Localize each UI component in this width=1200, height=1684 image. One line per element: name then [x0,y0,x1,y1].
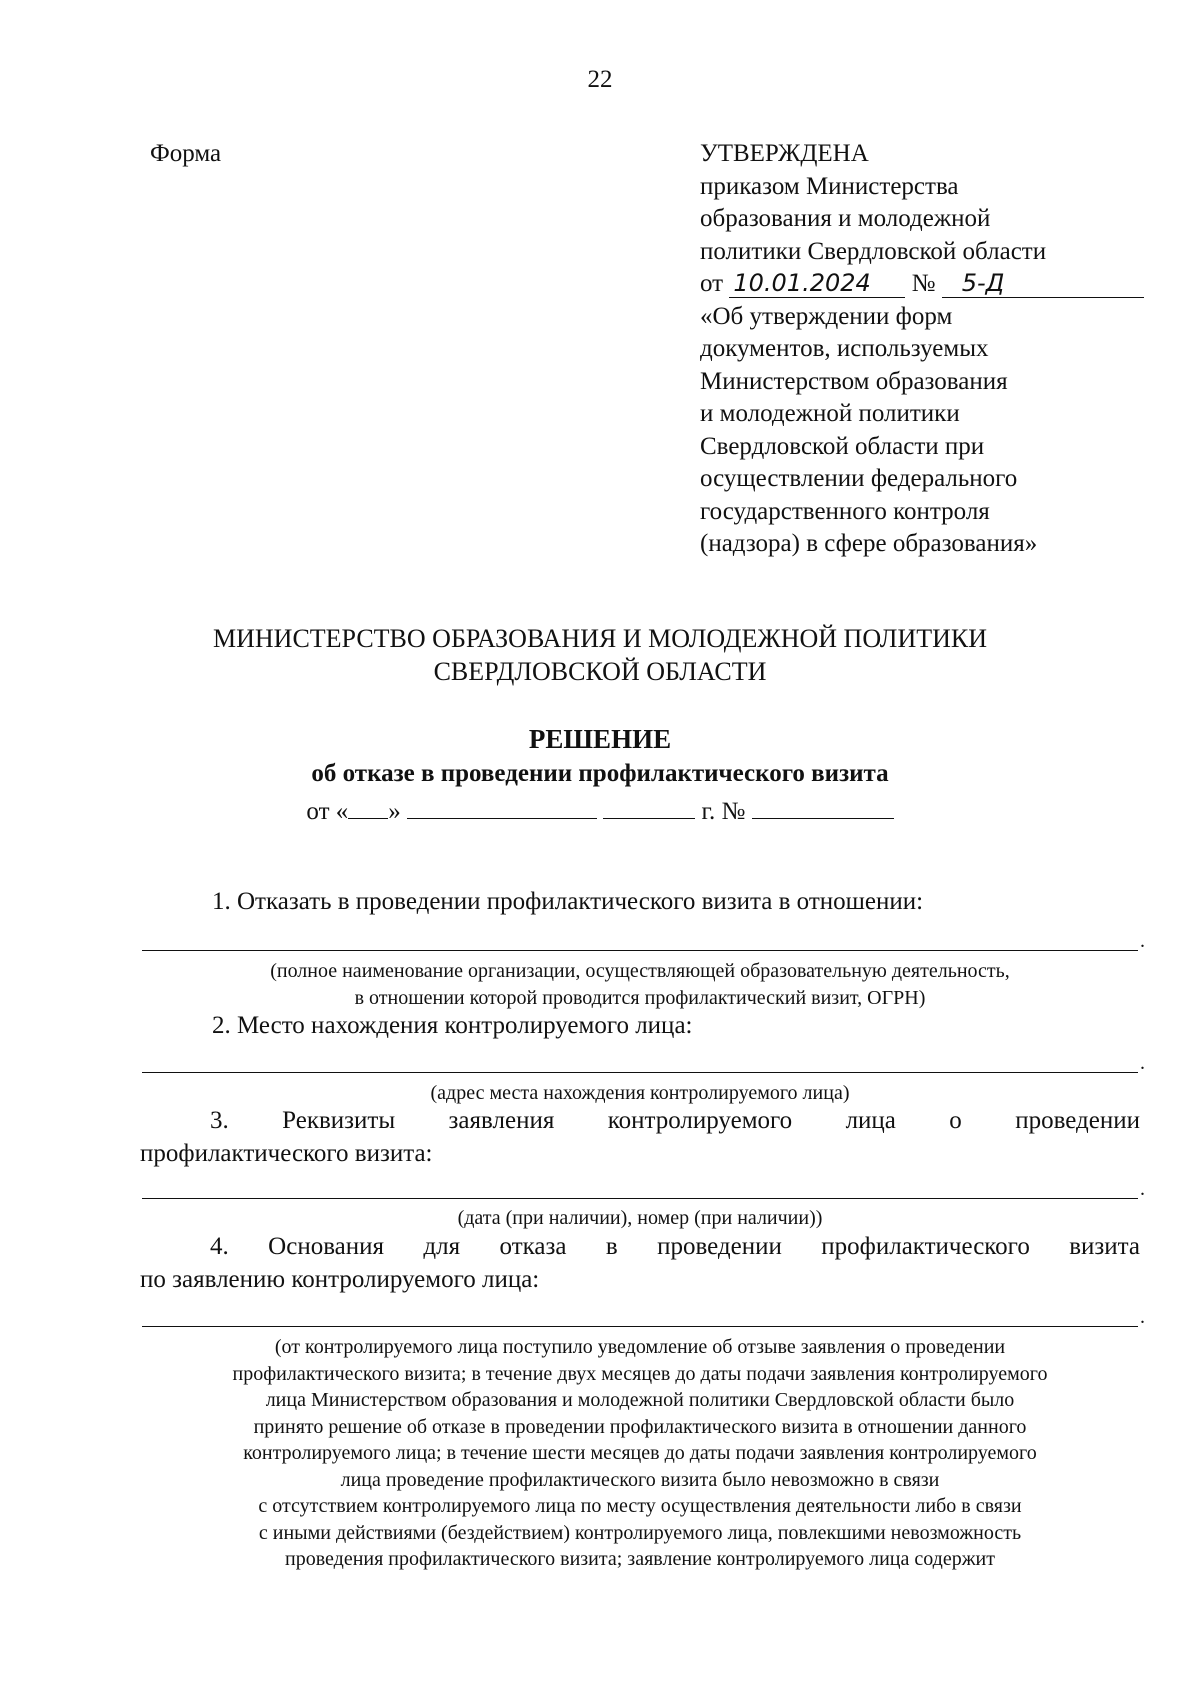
day-blank [348,796,388,819]
date-quote-close: » [388,798,401,825]
note-line: проведения профилактического визита; заявление контролируемого лица содержит [285,1548,995,1570]
note-2: (адрес места нахождения контролируемого лица) [430,1082,850,1104]
note-line: в отношении которой проводится профилактический визит, ОГРН) [354,986,926,1009]
fill-line [142,1326,1138,1327]
line-end: . [1140,1306,1145,1328]
approval-line: политики Свердловской области [700,237,1047,265]
note-line: с отсутствием контролируемого лица по месту осуществления деятельности либо в связи [258,1495,1022,1517]
item-3 [140,1104,1140,1138]
year-blank [603,796,695,819]
decision-title: РЕШЕНИЕ [528,724,672,754]
note-line: с иными действиями (бездействием) контролируемого лица, повлекшими невозможность [258,1521,1022,1544]
order-line: осуществлении федерального [700,465,1018,492]
month-blank [407,796,597,819]
note-line: (полное наименование организации, осуществляющей образовательную деятельность, [270,960,1010,982]
item-3-line-2: профилактического визита: [140,1140,433,1167]
fill-line [142,950,1138,951]
note-line: принято решение об отказе в проведении профилактического визита в отношении данного [253,1415,1027,1438]
item-4 [140,1230,1140,1264]
line-end: . [1140,1178,1145,1200]
order-line: и молодежной политики [700,400,960,427]
ministry-heading [0,622,1200,688]
item-1: 1. Отказать в проведении профилактического визита в отношении: [212,888,924,915]
item-2: 2. Место нахождения контролируемого лица: [212,1012,693,1039]
note-line: (от контролируемого лица поступило уведомление об отзыве заявления о проведении [274,1336,1006,1358]
line-end: . [1140,930,1145,952]
note-1 [140,958,1140,1011]
number-prefix: № [911,270,936,297]
year-suffix: г. № [701,798,746,825]
form-label: Форма [150,140,222,167]
item-4-line-2: по заявлению контролируемого лица: [140,1266,540,1293]
order-line: (надзора) в сфере образования» [700,530,1038,557]
approval-line: приказом Министерства [700,172,959,200]
note-3: (дата (при наличии), номер (при наличии)) [457,1207,823,1229]
date-from: от « [306,798,349,825]
line-end: . [1140,1052,1145,1074]
decision-subtitle: об отказе в проведении профилактического визита [311,760,889,787]
note-4 [140,1334,1140,1573]
order-line: Министерством образования [700,367,1008,395]
handwritten-date: 10.01.2024 [729,269,905,298]
handwritten-number: 5-Д [942,269,1144,298]
item-3-line-1: 3. Реквизиты заявления контролируемого лица о проведении [210,1107,1140,1134]
page-number: 22 [587,66,613,93]
item-4-line-1: 4. Основания для отказа в проведении профилактического визита [210,1233,1140,1260]
approval-date-row [700,268,1140,301]
order-line: «Об утверждении форм [700,302,953,330]
order-line: Свердловской области при [700,432,985,460]
note-line: лица проведение профилактического визита было невозможно в связи [340,1468,940,1491]
approval-title: УТВЕРЖДЕНА [700,140,869,167]
ministry-line: СВЕРДЛОВСКОЙ ОБЛАСТИ [433,657,767,686]
decision-date-row [0,796,1200,826]
note-line: контролируемого лица; в течение шести месяцев до даты подачи заявления контролируемого [243,1442,1037,1464]
date-prefix: от [700,270,724,297]
order-line: документов, используемых [700,335,989,362]
number-blank [752,796,894,819]
approval-line: образования и молодежной [700,205,991,232]
fill-line [142,1072,1138,1073]
note-line: профилактического визита; в течение двух месяцев до даты подачи заявления контролируемого [232,1362,1048,1385]
fill-line [142,1198,1138,1199]
note-line: лица Министерством образования и молодежной политики Свердловской области было [265,1389,1015,1411]
ministry-line: МИНИСТЕРСТВО ОБРАЗОВАНИЯ И МОЛОДЕЖНОЙ ПОЛИТИКИ [213,624,987,653]
approval-block [700,138,1140,561]
order-line: государственного контроля [700,497,990,525]
